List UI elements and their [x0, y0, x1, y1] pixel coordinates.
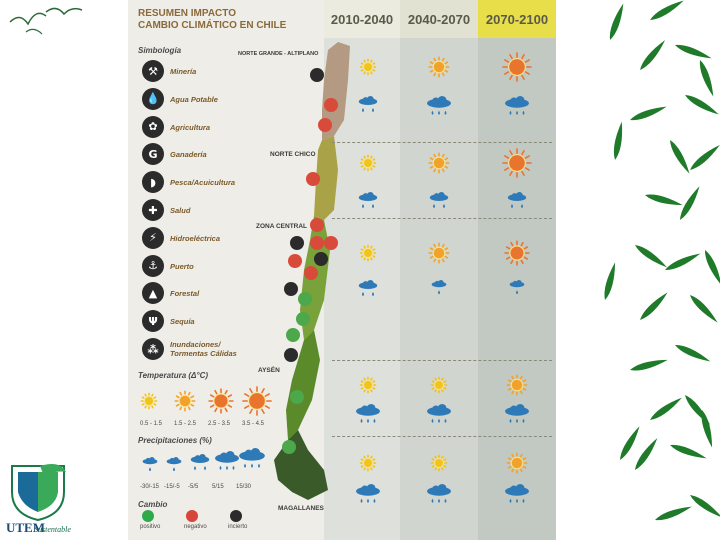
- zone-label-magallanes: MAGALLANES: [278, 505, 324, 512]
- forecast-cloud-icon: [358, 280, 378, 298]
- forecast-cloud-icon: [431, 280, 447, 294]
- forecast-cloud-icon: [426, 484, 452, 507]
- symbol-label-line: Ganadería: [170, 150, 207, 160]
- symbol-label: [170, 178, 235, 187]
- bamboo-leaf: [664, 251, 702, 273]
- utem-logo-text: UTEM: [6, 520, 45, 535]
- symbol-label: [170, 150, 207, 159]
- precip-scale-label: 5/15: [212, 484, 224, 490]
- precipitation-cloud-icon: [214, 451, 240, 474]
- map-impact-icon: [298, 292, 312, 306]
- symbol-label-line: Tormentas Cálidas: [170, 349, 237, 358]
- bamboo-leaf: [629, 357, 668, 373]
- symbol-label: [170, 262, 194, 271]
- bamboo-leaf: [638, 38, 668, 72]
- bamboo-leaf: [602, 261, 618, 300]
- drought-icon: Ψ: [142, 310, 164, 332]
- bamboo-leaf: [632, 436, 660, 472]
- bamboo-leaf: [617, 425, 642, 462]
- bamboo-leaf: [688, 492, 720, 520]
- drops-icon: ⁂: [142, 338, 164, 360]
- zone-label-zona-central: ZONA CENTRAL: [256, 223, 308, 230]
- bamboo-leaf: [697, 59, 716, 98]
- bamboo-leaf: [648, 395, 684, 423]
- forecast-cloud-icon: [426, 404, 452, 427]
- map-impact-icon: [304, 266, 318, 280]
- map-impact-icon: [290, 390, 304, 404]
- cross-icon: ✚: [142, 199, 164, 221]
- cambio-heading: Cambio: [138, 500, 168, 509]
- cambio-label: incierto: [228, 524, 248, 530]
- forecast-sun-icon: [357, 242, 379, 264]
- precipitation-cloud-icon: [190, 454, 210, 472]
- fish-icon: ◗: [142, 171, 164, 193]
- symbol-label-line: Hidroeléctrica: [170, 233, 221, 243]
- symbol-label-line: Pesca/Acuicultura: [170, 178, 236, 188]
- temperature-sun-icon: [138, 390, 160, 412]
- map-impact-icon: [296, 312, 310, 326]
- map-impact-icon: [286, 328, 300, 342]
- cambio-dot: [142, 510, 154, 522]
- map-impact-icon: [306, 172, 320, 186]
- bamboo-leaf: [633, 242, 669, 270]
- map-impact-icon: [310, 218, 324, 232]
- precipitation-cloud-icon: [142, 457, 158, 471]
- forecast-cloud-icon: [358, 96, 378, 114]
- map-impact-icon: [290, 236, 304, 250]
- forecast-sun-icon: [357, 452, 379, 474]
- precip-scale-label: -30/-15: [140, 484, 160, 490]
- bamboo-leaf: [654, 504, 693, 523]
- temperature-scale-label: 3.5 - 4.5: [242, 421, 265, 427]
- precipitation-cloud-icon: [166, 457, 182, 471]
- bamboo-leaf: [669, 442, 708, 461]
- map-impact-icon: [324, 236, 338, 250]
- poster-title: [138, 8, 286, 32]
- forecast-cloud-icon: [358, 192, 378, 210]
- cambio-dot: [186, 510, 198, 522]
- temperature-scale-label: 1.5 - 2.5: [174, 421, 197, 427]
- forecast-cloud-icon: [355, 484, 381, 507]
- forecast-cloud-icon: [507, 192, 527, 210]
- bamboo-leaf: [688, 142, 720, 172]
- symbol-label: [170, 95, 218, 104]
- symbol-label-line: Puerto: [170, 261, 194, 271]
- map-impact-icon: [288, 254, 302, 268]
- forecast-cloud-icon: [504, 96, 530, 119]
- symbol-label: [170, 340, 237, 358]
- zone-divider-1: [332, 142, 552, 143]
- sprout-icon: ✿: [142, 116, 164, 138]
- cambio-dot: [230, 510, 242, 522]
- zone-label-aysen: AYSÉN: [258, 367, 280, 374]
- cambio-label: negativo: [184, 524, 207, 530]
- bamboo-leaf: [674, 42, 713, 61]
- precip-scale-label: -15/-5: [164, 484, 180, 490]
- lightning-icon: ⚡: [142, 227, 164, 249]
- zone-divider-4: [332, 436, 552, 437]
- precip-scale-label: 15/30: [236, 484, 252, 490]
- symbol-label: [170, 67, 196, 76]
- forecast-sun-icon: [357, 56, 379, 78]
- temperature-sun-icon: [206, 386, 236, 416]
- letter-g-icon: G: [142, 143, 164, 165]
- poster-title-line1: RESUMEN IMPACTO: [138, 8, 236, 19]
- forecast-sun-icon: [426, 150, 452, 176]
- symbol-label-line: Salud: [170, 206, 191, 215]
- bamboo-leaf: [607, 2, 626, 41]
- symbol-label: [170, 206, 190, 215]
- bamboo-leaf: [702, 249, 720, 287]
- precip-scale-label: -5/5: [188, 484, 199, 490]
- zone-label-norte-chico: NORTE CHICO: [270, 151, 316, 158]
- bamboo-leaf: [638, 290, 670, 322]
- symbol-label-line: Sequía: [170, 317, 195, 327]
- symbol-label-line: Agricultura: [170, 122, 211, 132]
- bamboo-leaf: [674, 342, 712, 364]
- forecast-cloud-icon: [426, 96, 452, 119]
- forecast-cloud-icon: [504, 404, 530, 427]
- map-impact-icon: [284, 348, 298, 362]
- zone-label-norte-grande: NORTE GRANDE - ALTIPLANO: [238, 51, 319, 57]
- bamboo-leaf: [644, 192, 683, 208]
- temperature-scale-label: 2.5 - 3.5: [208, 421, 231, 427]
- water-drop-icon: 💧: [142, 88, 164, 110]
- map-aysen: [286, 330, 320, 440]
- bird-sketch-icon: [6, 2, 86, 42]
- symbol-label-line: Agua Potable: [170, 94, 218, 104]
- map-impact-icon: [310, 68, 324, 82]
- zone-divider-3: [332, 360, 552, 361]
- bamboo-leaf: [683, 92, 720, 117]
- temperature-scale-label: 0.5 - 1.5: [140, 421, 163, 427]
- map-impact-icon: [318, 118, 332, 132]
- forecast-sun-icon: [500, 50, 534, 84]
- forecast-sun-icon: [426, 54, 452, 80]
- symbol-label: [170, 123, 210, 132]
- forecast-sun-icon: [500, 146, 534, 180]
- forecast-cloud-icon: [429, 192, 449, 210]
- pickaxe-icon: ⚒: [142, 60, 164, 82]
- utem-shield-icon: [4, 462, 82, 522]
- zone-divider-2: [332, 218, 552, 219]
- column-header-2070-2100: 2070-2100: [478, 0, 556, 38]
- temperature-heading: Temperatura (Δ°C): [138, 371, 209, 380]
- map-impact-icon: [314, 252, 328, 266]
- forecast-sun-icon: [357, 374, 379, 396]
- utem-logo-subtext: Sustentable: [34, 525, 71, 534]
- map-impact-icon: [324, 98, 338, 112]
- precipitation-cloud-icon: [238, 448, 266, 473]
- forecast-sun-icon: [357, 152, 379, 174]
- tree-icon: ▲: [142, 282, 164, 304]
- bamboo-leaf: [677, 185, 702, 222]
- symbol-label: [170, 317, 195, 326]
- symbol-label-line: Minería: [170, 67, 197, 76]
- column-header-2010-2040: 2010-2040: [324, 0, 400, 38]
- symbol-label-line: Forestal: [170, 289, 200, 299]
- forecast-sun-icon: [428, 452, 450, 474]
- bamboo-leaf: [667, 138, 692, 175]
- map-impact-icon: [310, 236, 324, 250]
- forecast-cloud-icon: [504, 484, 530, 507]
- forecast-cloud-icon: [509, 280, 525, 294]
- forecast-cloud-icon: [355, 404, 381, 427]
- map-magallanes: [274, 430, 328, 500]
- column-header-2040-2070: 2040-2070: [400, 0, 478, 38]
- symbol-label-line: Inundaciones/: [170, 340, 221, 349]
- bamboo-leaves-decoration: [590, 0, 720, 540]
- symbol-label: [170, 234, 220, 243]
- bamboo-leaf: [612, 121, 625, 161]
- forecast-sun-icon: [426, 240, 452, 266]
- bamboo-leaf: [648, 0, 685, 23]
- utem-logo: [4, 462, 82, 538]
- symbol-label: [170, 289, 199, 298]
- climate-poster: [128, 0, 556, 540]
- poster-title-line2: CAMBIO CLIMÁTICO EN CHILE: [138, 20, 287, 31]
- forecast-sun-icon: [504, 450, 530, 476]
- forecast-sun-icon: [428, 374, 450, 396]
- anchor-icon: ⚓: [142, 255, 164, 277]
- map-impact-icon: [282, 440, 296, 454]
- precip-heading: Precipitaciones (%): [138, 436, 212, 445]
- forecast-sun-icon: [502, 238, 532, 268]
- temperature-sun-icon: [172, 388, 198, 414]
- map-impact-icon: [284, 282, 298, 296]
- bamboo-leaf: [629, 104, 668, 123]
- bamboo-leaf: [688, 293, 720, 325]
- simbologia-heading: Simbología: [138, 46, 182, 55]
- forecast-sun-icon: [504, 372, 530, 398]
- cambio-label: positivo: [140, 524, 161, 530]
